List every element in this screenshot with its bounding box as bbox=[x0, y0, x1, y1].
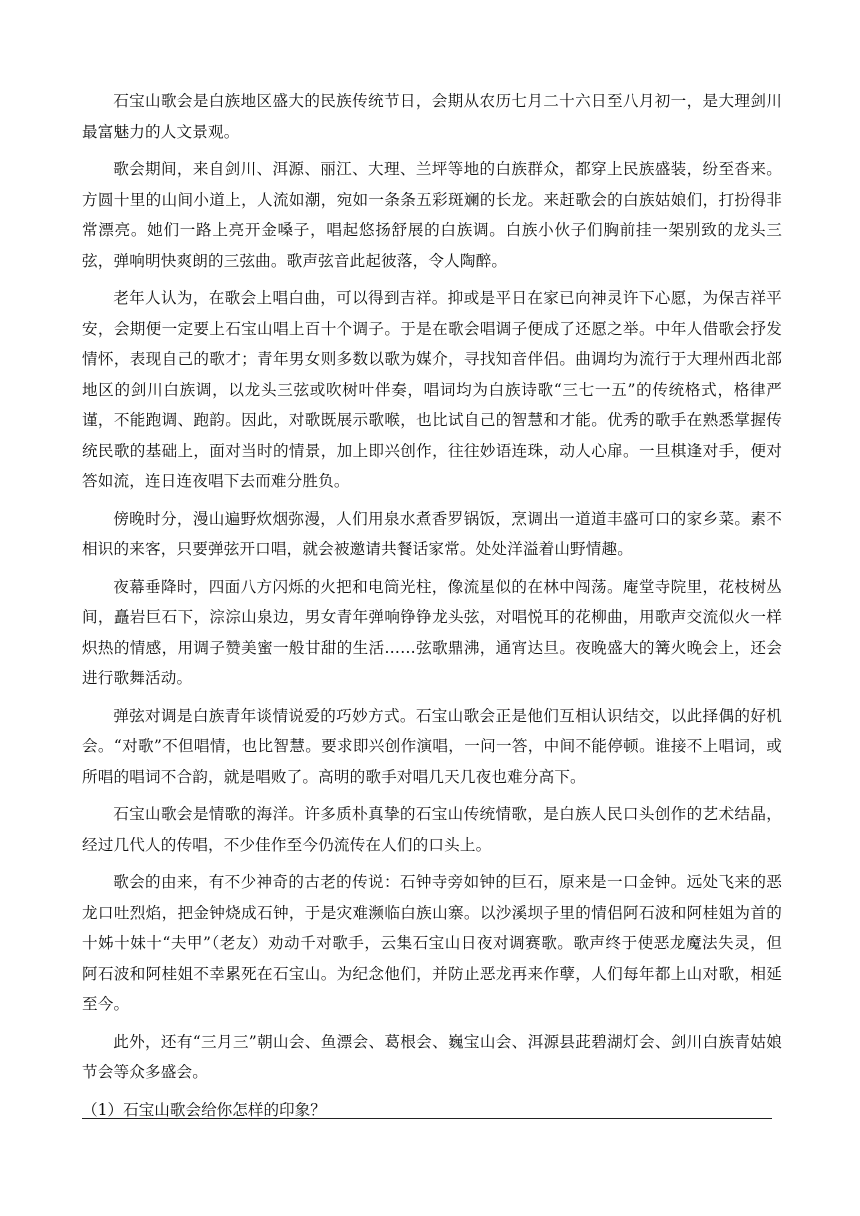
paragraph-love-songs: 石宝山歌会是情歌的海洋。许多质朴真挚的石宝山传统情歌，是白族人民口头创作的艺术结晶，经过几代人的传唱，不少佳作至今仍流传在人们的口头上。 bbox=[82, 805, 782, 854]
document-body bbox=[82, 86, 782, 1125]
paragraph-intro: 石宝山歌会是白族地区盛大的民族传统节日，会期从农历七月二十六日至八月初一，是大理剑川最富魅力的人文景观。 bbox=[82, 92, 782, 141]
paragraph-night-singing: 夜幕垂降时，四面八方闪烁的火把和电筒光柱，像流星似的在林中闯荡。庵堂寺院里，花枝树丛间，矗岩巨石下，淙淙山泉边，男女青年弹响铮铮龙头弦，对唱悦耳的花柳曲，用歌声交流似火一样炽热的情感，用调子赞美蜜一般甘甜的生活……弦歌鼎沸，通宵达旦。夜晚盛大的篝火晚会上，还会进行歌舞活动。 bbox=[82, 577, 782, 687]
paragraph-legend: 歌会的由来，有不少神奇的古老的传说：石钟寺旁如钟的巨石，原来是一口金钟。远处飞来的恶龙口吐烈焰，把金钟烧成石钟，于是灾难濒临白族山寨。以沙溪坝子里的情侣阿石波和阿桂姐为首的十姊十妹十“夫甲”（老友）劝动千对歌手，云集石宝山日夜对调赛歌。歌声终于使恶龙魔法失灵，但阿石波和阿桂姐不幸累死在石宝山。为纪念他们，并防止恶龙再来作孽，人们每年都上山对歌，相延至今。 bbox=[82, 873, 782, 1013]
paragraph-singing-customs: 老年人认为，在歌会上唱白曲，可以得到吉祥。抑或是平日在家已向神灵许下心愿，为保吉祥平安，会期便一定要上石宝山唱上百十个调子。于是在歌会唱调子便成了还愿之举。中年人借歌会抒发情怀，表现自己的歌才；青年男女则多数以歌为媒介，寻找知音伴侣。曲调均为流行于大理州西北部地区的剑川白族调，以龙头三弦或吹树叶伴奏，唱词均为白族诗歌“三七一五”的传统格式，格律严谨，不能跑调、跑韵。因此，对歌既展示歌喉，也比试自己的智慧和才能。优秀的歌手在熟悉掌握传统民歌的基础上，面对当时的情景，加上即兴创作，往往妙语连珠，动人心扉。一旦棋逢对手，便对答如流，连日连夜唱下去而难分胜负。 bbox=[82, 289, 782, 490]
paragraph-festival-crowds: 歌会期间，来自剑川、洱源、丽江、大理、兰坪等地的白族群众，都穿上民族盛装，纷至沓来。方圆十里的山间小道上，人流如潮，宛如一条条五彩斑斓的长龙。来赶歌会的白族姑娘们，打扮得非常漂亮。她们一路上亮开金嗓子，唱起悠扬舒展的白族调。白族小伙子们胸前挂一架别致的龙头三弦，弹响明快爽朗的三弦曲。歌声弦音此起彼落，令人陶醉。 bbox=[82, 160, 782, 270]
question-1: （1）石宝山歌会给你怎样的印象？ bbox=[82, 1100, 326, 1119]
paragraph-other-festivals: 此外，还有“三月三”朝山会、鱼漂会、葛根会、巍宝山会、洱源县茈碧湖灯会、剑川白族青姑娘节会等众多盛会。 bbox=[82, 1032, 782, 1081]
paragraph-courtship: 弹弦对调是白族青年谈情说爱的巧妙方式。石宝山歌会正是他们互相认识结交，以此择偶的好机会。“对歌”不但唱情，也比智慧。要求即兴创作演唱，一问一答，中间不能停顿。谁接不上唱词，或所唱的唱词不合韵，就是唱败了。高明的歌手对唱几天几夜也难分高下。 bbox=[82, 706, 782, 786]
answer-line[interactable] bbox=[82, 1118, 772, 1119]
paragraph-evening-meal: 傍晚时分，漫山遍野炊烟弥漫，人们用泉水煮香罗锅饭，烹调出一道道丰盛可口的家乡菜。素不相识的来客，只要弹弦开口唱，就会被邀请共餐话家常。处处洋溢着山野情趣。 bbox=[82, 509, 782, 558]
